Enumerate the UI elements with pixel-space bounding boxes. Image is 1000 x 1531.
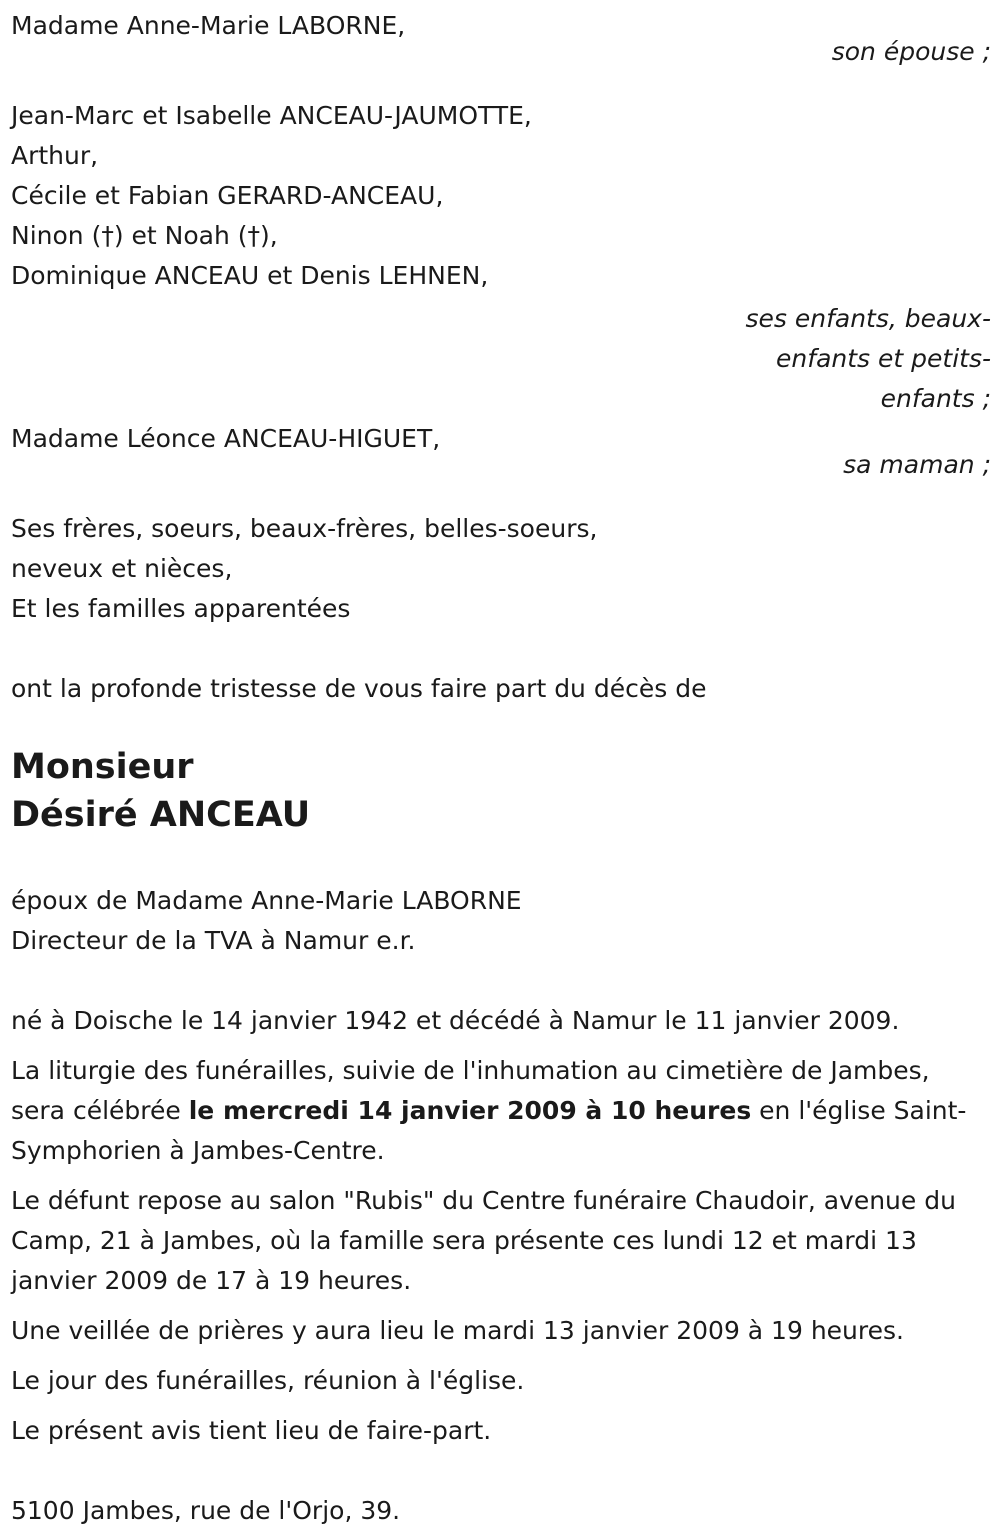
other-relatives xyxy=(11,509,991,629)
announcement-text: ont la profonde tristesse de vous faire part du décès de xyxy=(11,674,707,703)
spouse-relation: son épouse ; xyxy=(831,37,991,66)
mother-relation: sa maman ; xyxy=(843,450,991,479)
children-relation-line-3: enfants ; xyxy=(880,384,991,413)
liturgy-text-before: La liturgie des funérailles, suivie de l'inhumation au cimetière de Jambes, sera célébrée xyxy=(11,1056,930,1125)
family-member: Et les familles apparentées xyxy=(11,594,351,623)
mother-group xyxy=(11,419,991,485)
family-member: Jean-Marc et Isabelle ANCEAU-JAUMOTTE, xyxy=(11,101,532,130)
deceased-title: Monsieur xyxy=(11,747,194,787)
liturgy-text-after: en l'église Saint-Symphorien à Jambes-Centre. xyxy=(11,1096,967,1165)
address-text: 5100 Jambes, rue de l'Orjo, 39. xyxy=(11,1496,401,1525)
children-relation-line-2: enfants et petits- xyxy=(776,344,991,373)
obituary-notice xyxy=(11,6,991,1531)
liturgy-text xyxy=(11,1051,991,1171)
family-member: Ses frères, soeurs, beaux-frères, belles-soeurs, xyxy=(11,514,598,543)
spouse-name: Madame Anne-Marie LABORNE, xyxy=(11,11,406,40)
vigil-text: Une veillée de prières y aura lieu le mardi 13 janvier 2009 à 19 heures. xyxy=(11,1316,904,1345)
family-member: Cécile et Fabian GERARD-ANCEAU, xyxy=(11,181,444,210)
family-member: Arthur, xyxy=(11,141,99,170)
family-member: neveux et nièces, xyxy=(11,554,233,583)
liturgy-date: le mercredi 14 janvier 2009 à 10 heures xyxy=(188,1096,752,1125)
family-member: Ninon (†) et Noah (†), xyxy=(11,221,278,250)
profession-detail: Directeur de la TVA à Namur e.r. xyxy=(11,926,416,955)
children-group xyxy=(11,96,991,419)
visitation-text: Le défunt repose au salon "Rubis" du Centre funéraire Chaudoir, avenue du Camp, 21 à Jambes, où la famille sera présente ces lundi 12 et mardi 13 janvier 2009 de 17 à 19 heures. xyxy=(11,1186,956,1295)
notice-text: Le présent avis tient lieu de faire-part. xyxy=(11,1416,492,1445)
mother-name: Madame Léonce ANCEAU-HIGUET, xyxy=(11,424,441,453)
meeting-text: Le jour des funérailles, réunion à l'église. xyxy=(11,1366,525,1395)
spouse-detail: époux de Madame Anne-Marie LABORNE xyxy=(11,886,522,915)
spouse-group xyxy=(11,6,991,72)
birth-death-text: né à Doische le 14 janvier 1942 et décédé à Namur le 11 janvier 2009. xyxy=(11,1006,900,1035)
deceased-name: Désiré ANCEAU xyxy=(11,795,311,835)
family-member: Dominique ANCEAU et Denis LEHNEN, xyxy=(11,261,489,290)
children-relation-line-1: ses enfants, beaux- xyxy=(745,304,991,333)
